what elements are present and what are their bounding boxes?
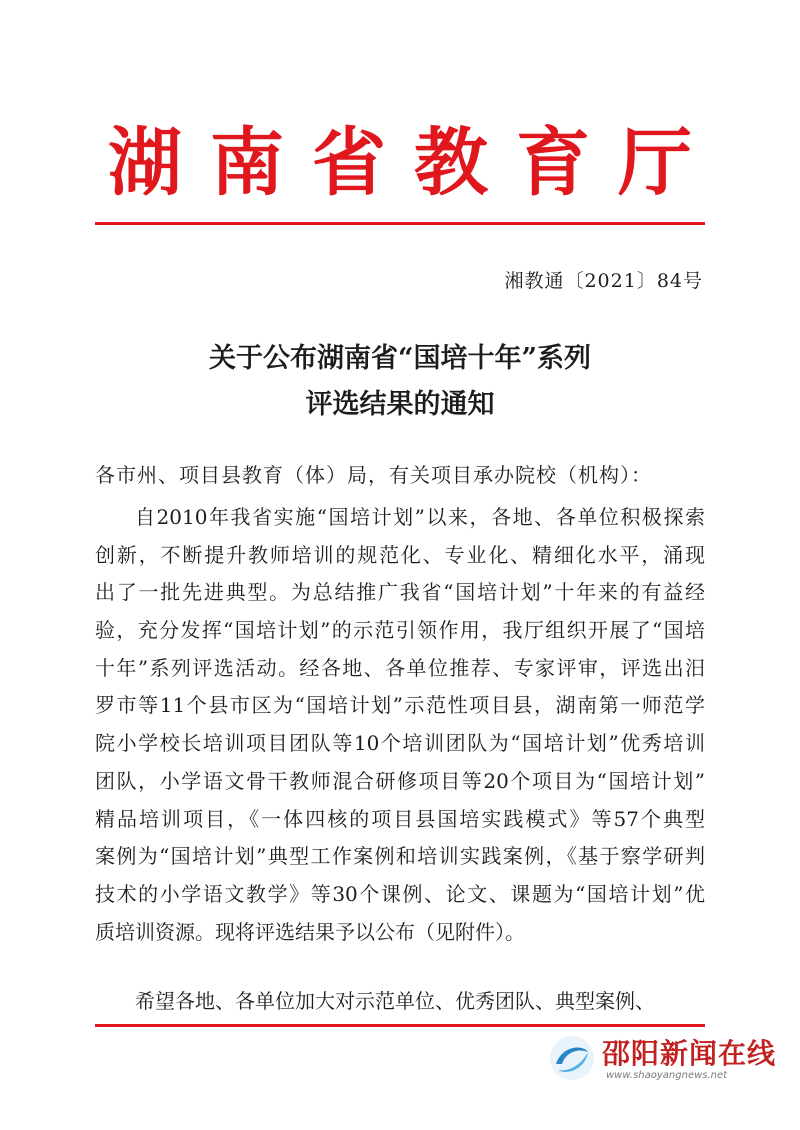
document-title bbox=[0, 336, 800, 428]
paragraph-line: 验，充分发挥“国培计划”的示范引领作用，我厅组织开展了“国培 bbox=[95, 618, 705, 643]
body-paragraph-2 bbox=[95, 983, 705, 1021]
watermark bbox=[548, 1030, 777, 1090]
paragraph-line: 精品培训项目，《一体四核的项目县国培实践模式》等57个典型 bbox=[95, 806, 705, 831]
paragraph-line: 希望各地、各单位加大对示范单位、优秀团队、典型案例、 bbox=[135, 989, 655, 1013]
paragraph-line: 创新，不断提升教师培训的规范化、专业化、精细化水平，涌现 bbox=[95, 542, 705, 567]
watermark-name: 邵阳新闻在线 bbox=[602, 1037, 777, 1070]
footer-red-rule bbox=[95, 1024, 705, 1027]
paragraph-line: 罗市等11个县市区为“国培计划”示范性项目县，湖南第一师范学 bbox=[95, 693, 705, 718]
document-number: 湘教通〔2021〕84号 bbox=[504, 270, 703, 292]
paragraph-line: 出了一批先进典型。为总结推广我省“国培计划”十年来的有益经 bbox=[95, 580, 705, 605]
paragraph-line: 技术的小学语文教学》等30个课例、论文、课题为“国培计划”优 bbox=[95, 881, 705, 906]
paragraph-line: 十年”系列评选活动。经各地、各单位推荐、专家评审，评选出汨 bbox=[95, 655, 705, 680]
paragraph-line: 团队，小学语文骨干教师混合研修项目等20个项目为“国培计划” bbox=[95, 768, 705, 793]
watermark-url: www.shaoyangnews.net bbox=[606, 1070, 728, 1081]
paragraph-line: 质培训资源。现将评选结果予以公布（见附件）。 bbox=[95, 919, 525, 944]
document-title-line-1: 关于公布湖南省“国培十年”系列 bbox=[208, 343, 592, 374]
document-title-line-2: 评选结果的通知 bbox=[305, 389, 495, 420]
paragraph-line: 自2010年我省实施“国培计划”以来，各地、各单位积极探索 bbox=[135, 505, 705, 529]
paragraph-line: 案例为“国培计划”典型工作案例和培训实践案例，《基于察学研判 bbox=[95, 844, 705, 869]
addressee: 各市州、项目县教育（体）局，有关项目承办院校（机构）： bbox=[95, 463, 652, 487]
issuer-title: 湖南省教育厅 bbox=[108, 120, 720, 206]
body-paragraph-1 bbox=[95, 499, 705, 951]
paragraph-line: 院小学校长培训项目团队等10个培训团队为“国培计划”优秀培训 bbox=[95, 731, 705, 756]
shaoyang-news-logo-icon bbox=[548, 1034, 596, 1082]
header-red-rule bbox=[95, 222, 705, 225]
